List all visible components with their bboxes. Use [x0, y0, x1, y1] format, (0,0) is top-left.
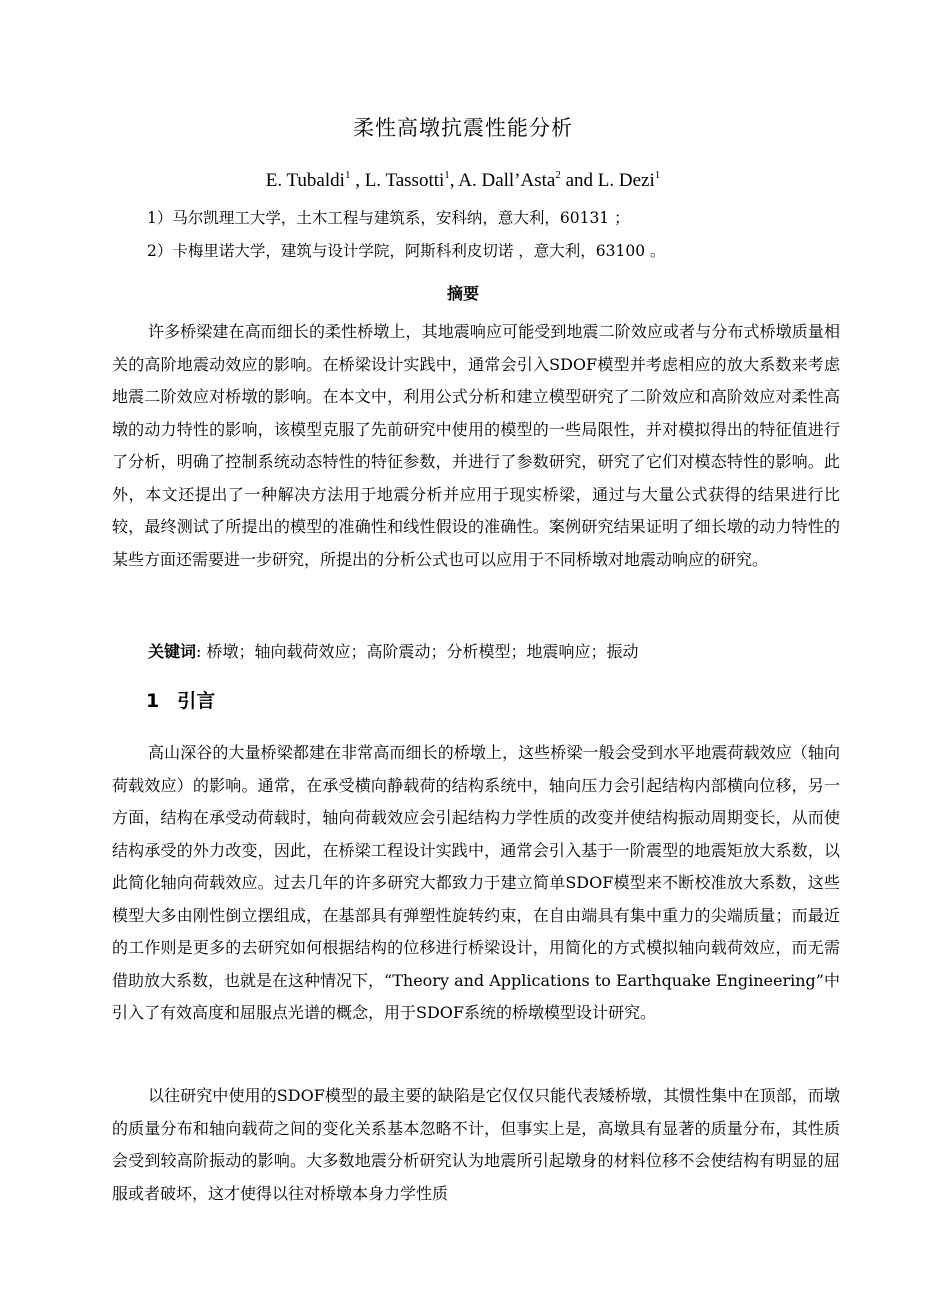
section-heading — [146, 686, 215, 713]
author-affiliation-mark: 1 — [444, 169, 450, 181]
affiliation-2: 2）卡梅里诺大学，建筑与设计学院，阿斯科利皮切诺 ，意大利，63100 。 — [147, 242, 666, 260]
intro-paragraph-2: 以往研究中使用的SDOF模型的最主要的缺陷是它仅仅只能代表矮桥墩，其惯性集中在顶部，而墩的质量分布和轴向载荷之间的变化关系基本忽略不计，但事实上是，高墩具有显著的质量分布，其性质会受到较高阶振动的影响。大多数地震分析研究认为地震所引起墩身的材料位移不会使结构有明显的屈服或者破坏，这才使得以往对桥墩本身力学性质 — [112, 1086, 840, 1203]
paper-title: 柔性高墩抗震性能分析 — [353, 116, 573, 140]
author-separator: and — [560, 170, 598, 191]
keywords-colon: : — [196, 642, 202, 661]
keywords-line — [148, 639, 639, 662]
author-separator: , — [350, 170, 365, 191]
author-line — [0, 170, 926, 192]
keywords-list: 桥墩；轴向载荷效应；高阶震动；分析模型；地震响应；振动 — [206, 642, 639, 661]
author-separator: , — [449, 170, 459, 191]
intro-paragraph-1: 高山深谷的大量桥梁都建在非常高而细长的桥墩上，这些桥梁一般会受到水平地震荷载效应（轴向荷载效应）的影响。通常，在承受横向静载荷的结构系统中，轴向压力会引起结构内部横向位移，另一方面，结构在承受动荷载时，轴向荷载效应会引起结构力学性质的改变并使结构振动周期变长，从而使结构承受的外力改变，因此，在桥梁工程设计实践中，通常会引入基于一阶震型的地震矩放大系数，以此简化轴向荷载效应。过去几年的许多研究大都致力于建立简单SDOF模型来不断校准放大系数，这些模型大多由刚性倒立摆组成，在基部具有弹塑性旋转约束，在自由端具有集中重力的尖端质量；而最近的工作则是更多的去研究如何根据结构的位移进行桥梁设计，用简化的方式模拟轴向载荷效应，而无需借助放大系数，也就是在这种情况下，“Theory and Applications to Earthquake Engineering”中引入了有效高度和屈服点光谱的概念，用于SDOF系统的桥墩模型设计研究。 — [112, 743, 840, 1022]
abstract-heading: 摘要 — [446, 284, 479, 303]
section-number: 1 — [146, 690, 160, 712]
author-affiliation-mark: 2 — [555, 169, 561, 181]
section-title: 引言 — [177, 690, 216, 712]
author-name: A. Dall’Asta — [458, 170, 556, 191]
keywords-label: 关键词 — [148, 642, 197, 661]
author-affiliation-mark: 1 — [654, 169, 661, 181]
author-affiliation-mark: 1 — [344, 169, 351, 181]
author-name: E. Tubaldi — [265, 170, 345, 191]
author-name: L. Dezi — [597, 170, 655, 191]
abstract-text: 许多桥梁建在高而细长的柔性桥墩上，其地震响应可能受到地震二阶效应或者与分布式桥墩质量相关的高阶地震动效应的影响。在桥梁设计实践中，通常会引入SDOF模型并考虑相应的放大系数来考虑地震二阶效应对桥墩的影响。在本文中，利用公式分析和建立模型研究了二阶效应和高阶效应对柔性高墩的动力特性的影响，该模型克服了先前研究中使用的模型的一些局限性，并对模拟得出的特征值进行了分析，明确了控制系统动态特性的特征参数，并进行了参数研究，研究了它们对模态特性的影响。此外，本文还提出了一种解决方法用于地震分析并应用于现实桥梁，通过与大量公式获得的结果进行比较，最终测试了所提出的模型的准确性和线性假设的准确性。案例研究结果证明了细长墩的动力特性的某些方面还需要进一步研究，所提出的分析公式也可以应用于不同桥墩对地震动响应的研究。 — [112, 322, 840, 569]
affiliation-1: 1）马尔凯理工大学，土木工程与建筑系，安科纳，意大利，60131 ； — [147, 209, 630, 227]
author-name: L. Tassotti — [364, 170, 445, 191]
